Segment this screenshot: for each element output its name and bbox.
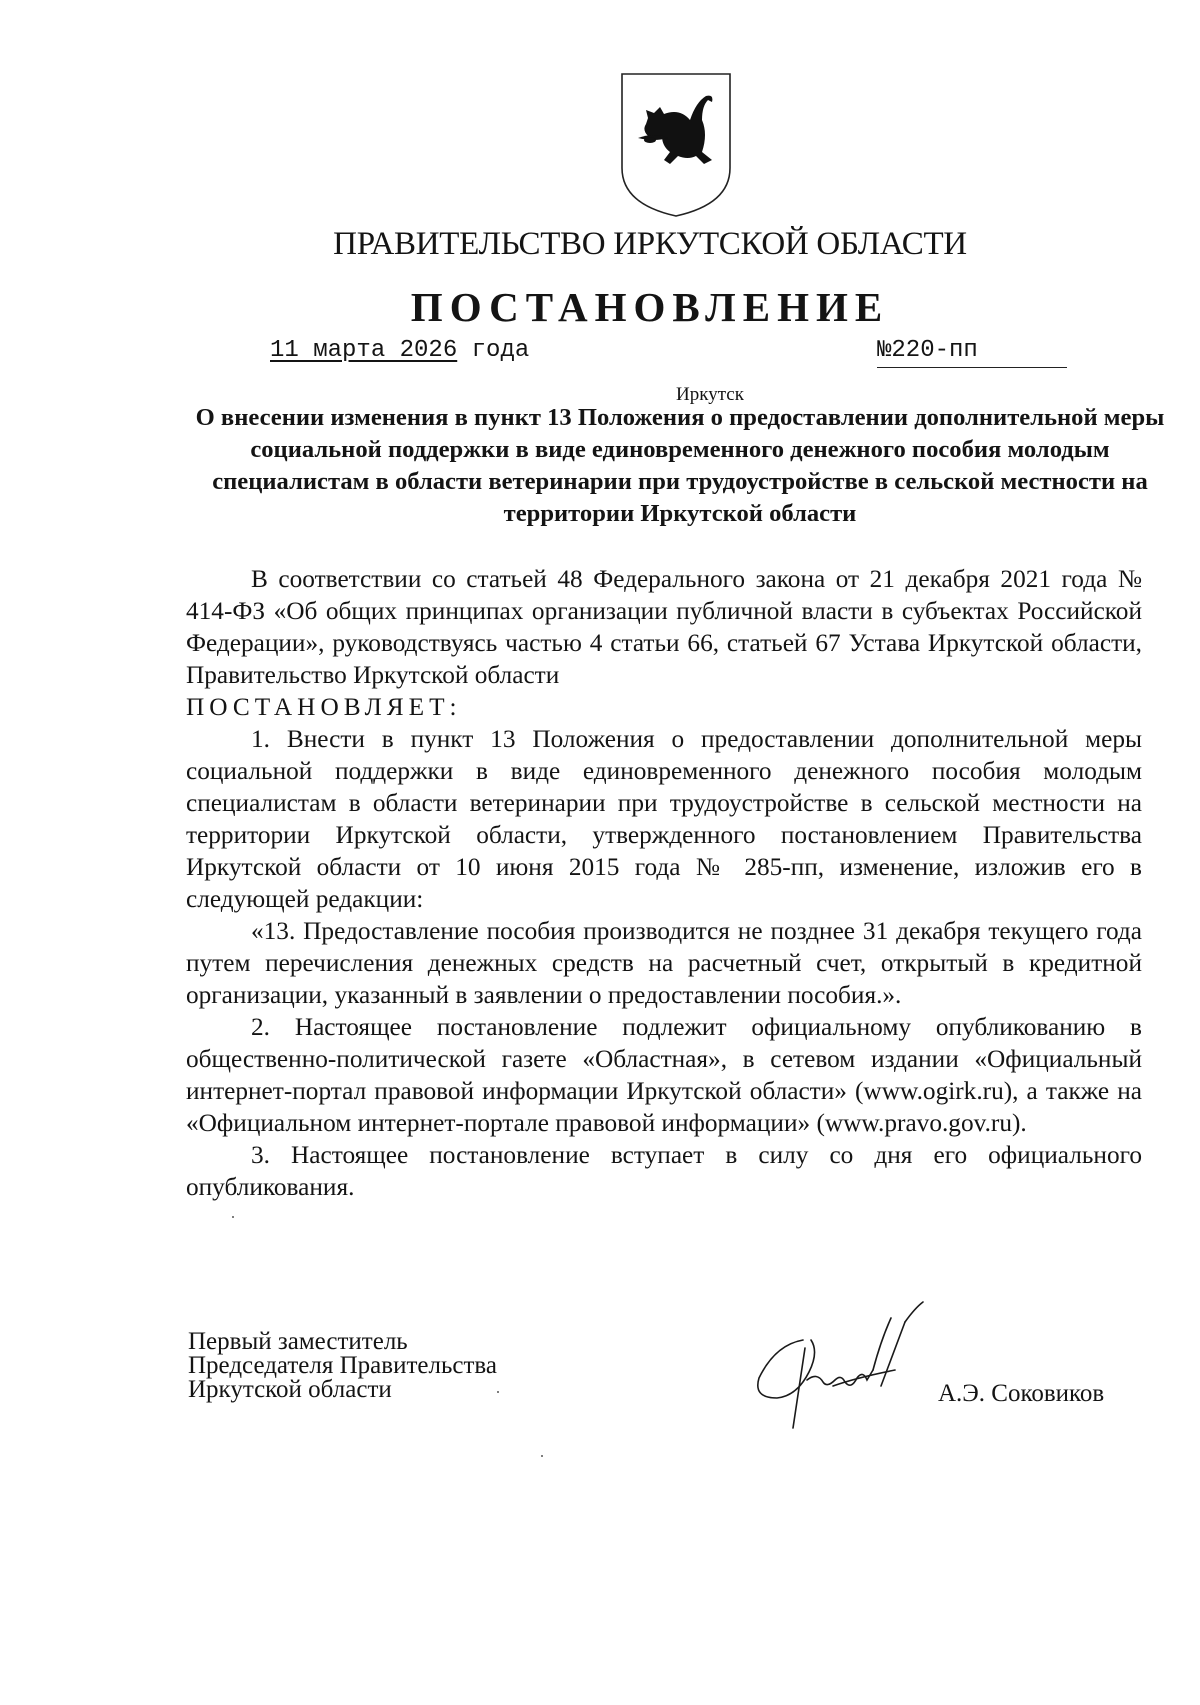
signatory-position-line: Первый заместитель [188,1328,408,1355]
item-3-paragraph: 3. Настоящее постановление вступает в силу со дня его официального опубликования. [186,1141,1142,1201]
date-suffix: года [471,337,530,364]
preamble-paragraph: В соответствии со статьей 48 Федерального закона от 21 декабря 2021 года № 414-ФЗ «Об общих принципах организации публичной власти в субъектах Российской Федерации», руководствуясь частью 4 статьи 66, статьей 67 Устава Иркутской области, Правительство Иркутской области [186,565,1142,689]
signatory-position-line: Председателя Правительства [188,1352,497,1379]
document-type: ПОСТАНОВЛЕНИЕ [410,284,890,330]
item-1-quote-paragraph: «13. Предоставление пособия производится не позднее 31 декабря текущего года путем перечисления денежных средств на расчетный счет, открытый в кредитной организации, указанный в заявлении о предоставлении пособия.». [186,917,1142,1009]
date-value: 11 марта 2026 [270,337,458,364]
document-number [877,337,1067,368]
authority-name: ПРАВИТЕЛЬСТВО ИРКУТСКОЙ ОБЛАСТИ [333,226,967,262]
signer-name: А.Э. Соковиков [938,1380,1105,1407]
document-date [270,337,529,364]
number-prefix: № [877,337,892,364]
signatory-position [188,1330,497,1402]
signatory-position-line: Иркутской области [188,1376,392,1403]
item-2-paragraph: 2. Настоящее постановление подлежит официальному опубликованию в общественно-политической газете «Областная», в сетевом издании «Официальный интернет-портал правовой информации Иркутской области» (www.ogirk.ru), а также на «Официальном интернет-портале правовой информации» (www.pravo.gov.ru). [186,1013,1142,1137]
irkutsk-coat-of-arms-icon [618,72,734,218]
city: Иркутск [676,384,744,405]
decree-verb: ПОСТАНОВЛЯЕТ: [186,693,462,721]
scan-speck [232,1216,234,1218]
document-title: О внесении изменения в пункт 13 Положения о предоставлении дополнительной меры социальной поддержки в виде единовременного денежного пособия молодым специалистам в области ветеринарии при трудоустройстве в сельской местности на территории Иркутской области [195,404,1165,527]
number-value: 220-пп [891,337,978,364]
scan-speck [541,1455,543,1457]
handwritten-signature-icon [745,1300,990,1430]
item-1-paragraph: 1. Внести в пункт 13 Положения о предоставлении дополнительной меры социальной поддержки в виде единовременного денежного пособия молодым специалистам в области ветеринарии при трудоустройстве в сельской местности на территории Иркутской области, утвержденного постановлением Правительства Иркутской области от 10 июня 2015 года № 285-пп, изменение, изложив его в следующей редакции: [186,725,1142,913]
document-body [186,563,1142,1203]
scan-speck [497,1391,499,1393]
